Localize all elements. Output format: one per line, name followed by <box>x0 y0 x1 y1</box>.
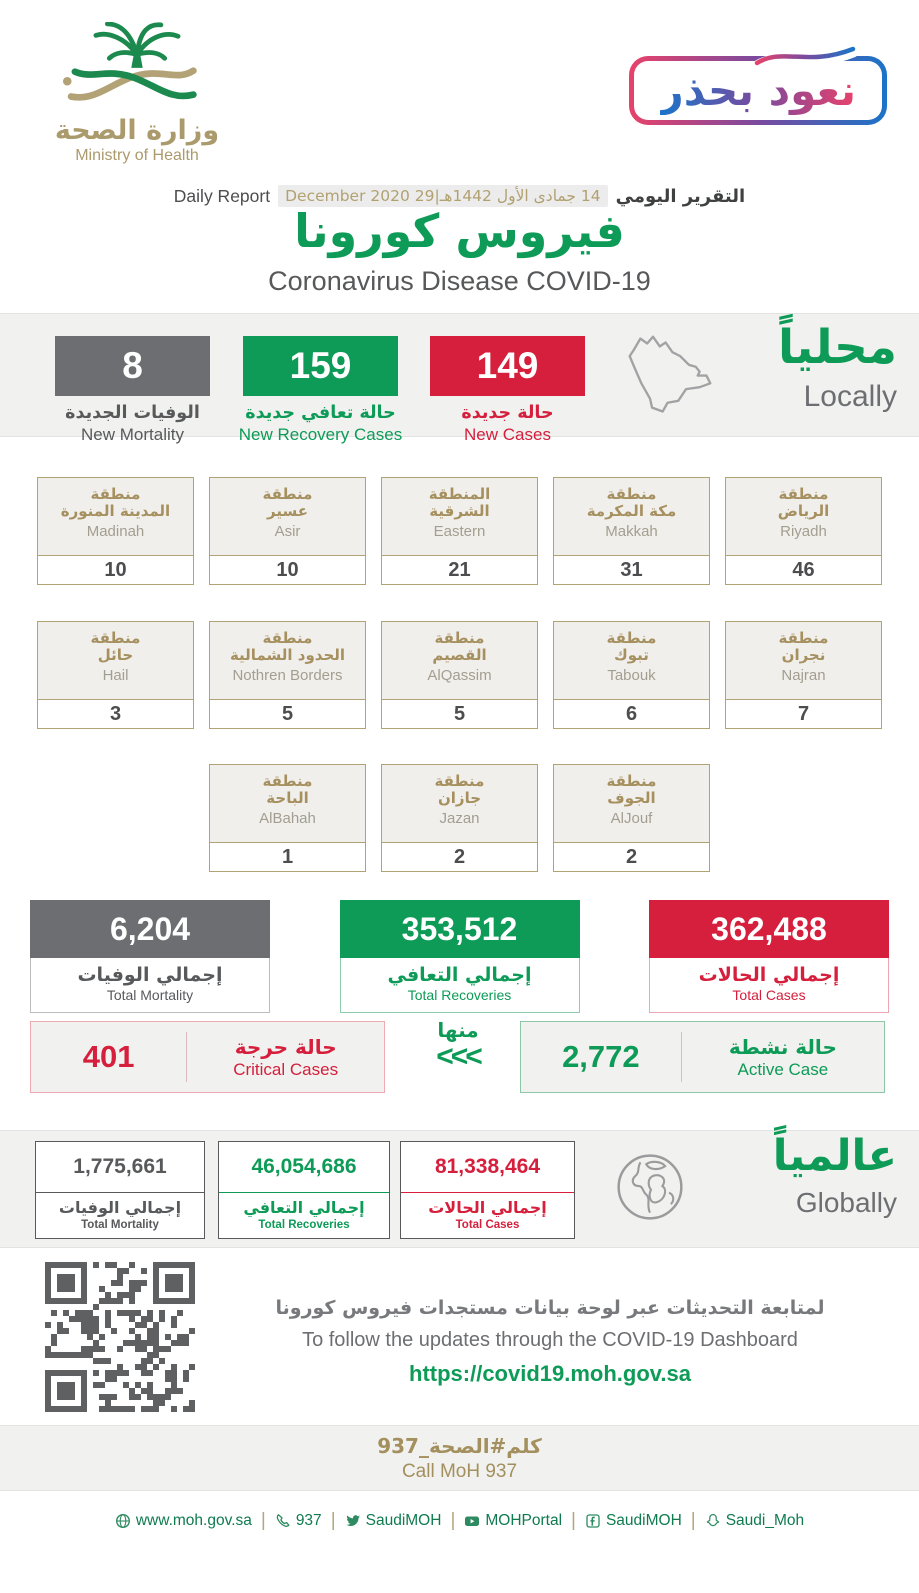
ministry-name-arabic: وزارة الصحة <box>54 115 220 146</box>
region-name-ar <box>554 486 709 520</box>
region-name-ar-line2: الباحة <box>266 789 309 807</box>
region-name-ar <box>210 630 365 664</box>
footer-snapchat-label: Saudi_Moh <box>725 1512 805 1529</box>
region-card-northern-borders <box>209 621 366 729</box>
region-card-alqassim <box>381 621 538 729</box>
region-name-ar-line2: تبوك <box>614 646 649 664</box>
region-name-ar-line2: المدينة المنورة <box>60 502 171 520</box>
divider: | <box>260 1510 266 1531</box>
moh-logo <box>42 22 232 165</box>
footer-twitter-label: SaudiMOH <box>365 1512 442 1529</box>
region-card-header <box>382 622 537 700</box>
divider: | <box>450 1510 456 1531</box>
new-cases-value: 149 <box>430 336 585 396</box>
region-name-ar-line2: القصيم <box>432 646 487 664</box>
dashboard-url-link[interactable]: https://covid19.moh.gov.sa <box>409 1361 691 1386</box>
youtube-icon <box>464 1513 480 1529</box>
region-card-header <box>554 622 709 700</box>
region-card-header <box>210 478 365 556</box>
region-card-madinah <box>37 477 194 585</box>
region-name-ar <box>554 630 709 664</box>
region-name-ar <box>38 486 193 520</box>
region-name-ar-line2: الحدود الشمالية <box>229 646 346 664</box>
footer-facebook-label: SaudiMOH <box>605 1512 682 1529</box>
critical-cases-label-en: Critical Cases <box>233 1059 339 1079</box>
footer-facebook-link[interactable] <box>585 1512 682 1530</box>
active-cases-label-en: Active Case <box>737 1059 829 1079</box>
totals-row <box>30 900 889 1013</box>
global-recoveries-label-ar: إجمالي التعافي <box>243 1198 365 1217</box>
total-recoveries-labels <box>340 958 580 1013</box>
total-mortality-label-en: Total Mortality <box>106 987 194 1003</box>
chevrons-left-icon: <<< <box>436 1040 480 1073</box>
dashboard-info <box>225 1297 875 1387</box>
active-cases-value: 2,772 <box>562 1039 640 1074</box>
locally-heading-en: Locally <box>803 380 897 413</box>
region-value: 10 <box>104 559 127 581</box>
region-name-en: Tabouk <box>607 667 656 684</box>
total-cases-label-en: Total Cases <box>732 987 806 1003</box>
region-card-albahah <box>209 764 366 872</box>
region-card-najran <box>725 621 882 729</box>
region-name-en: Asir <box>274 523 301 540</box>
footer-phone-label: 937 <box>295 1512 322 1529</box>
region-value: 31 <box>620 559 643 581</box>
region-card-header <box>38 622 193 700</box>
total-recoveries-card <box>340 900 580 1013</box>
badge-swoosh-icon <box>749 42 859 72</box>
region-name-ar <box>382 486 537 520</box>
region-card-hail <box>37 621 194 729</box>
region-name-ar-line2: الجوف <box>607 789 656 807</box>
ministry-name-english: Ministry of Health <box>75 147 199 164</box>
total-cases-value: 362,488 <box>649 900 889 958</box>
region-row-3 <box>0 764 919 872</box>
dashboard-line-ar: لمتابعة التحديثات عبر لوحة بيانات مستجدات فيروس كورونا <box>275 1297 825 1319</box>
page-title-arabic: فيروس كورونا <box>294 204 625 258</box>
region-name-ar-line1: منطقة <box>90 485 141 503</box>
global-cases-label-en: Total Cases <box>455 1219 520 1231</box>
new-recoveries-label-ar: حالة تعافي جديدة <box>245 403 396 423</box>
divider: | <box>330 1510 336 1531</box>
region-value: 21 <box>448 559 471 581</box>
region-name-ar <box>210 486 365 520</box>
region-name-ar-line1: منطقة <box>606 629 657 647</box>
region-card-tabouk <box>553 621 710 729</box>
region-name-en: Hail <box>102 667 129 684</box>
global-recoveries-box <box>218 1141 390 1239</box>
region-name-ar-line1: منطقة <box>262 772 313 790</box>
globally-section <box>0 1130 919 1248</box>
call-center-section <box>0 1425 919 1491</box>
region-card-header <box>382 478 537 556</box>
region-name-ar <box>726 486 881 520</box>
new-recoveries-value: 159 <box>243 336 398 396</box>
call-center-label-ar: كلم#الصحة_937 <box>377 1434 542 1458</box>
region-name-ar-line2: مكة المكرمة <box>586 502 677 520</box>
region-card-aljouf <box>553 764 710 872</box>
active-cases-box <box>520 1021 885 1093</box>
daily-report-label: Daily Report <box>173 185 271 206</box>
region-value: 10 <box>276 559 299 581</box>
region-value: 7 <box>797 703 810 725</box>
region-card-riyadh <box>725 477 882 585</box>
total-mortality-labels <box>30 958 270 1013</box>
total-recoveries-label-ar: إجمالي التعافي <box>387 964 532 986</box>
region-name-ar <box>210 773 365 807</box>
region-name-en: Nothren Borders <box>232 667 343 684</box>
return-with-caution-badge <box>629 56 887 125</box>
region-value: 1 <box>281 846 294 868</box>
new-cases-label-ar: حالة جديدة <box>461 403 554 423</box>
region-value: 2 <box>453 846 466 868</box>
region-name-ar-line1: منطقة <box>606 772 657 790</box>
region-name-ar-line1: منطقة <box>262 485 313 503</box>
total-mortality-card <box>30 900 270 1013</box>
new-recoveries-stat <box>238 336 403 445</box>
region-name-ar <box>726 630 881 664</box>
new-cases-stat <box>425 336 590 445</box>
region-card-jazan <box>381 764 538 872</box>
report-date: 14 جمادى الأول 1442هـ|29 December 2020 <box>278 185 608 207</box>
new-mortality-label-en: New Mortality <box>81 425 184 444</box>
critical-cases-labels <box>187 1035 384 1080</box>
region-name-ar-line1: منطقة <box>434 629 485 647</box>
of-which-label-ar: منها <box>437 1018 479 1042</box>
new-mortality-value: 8 <box>55 336 210 396</box>
region-name-en: Najran <box>781 667 826 684</box>
globally-heading-en: Globally <box>795 1187 897 1218</box>
region-name-en: AlBahah <box>259 810 316 827</box>
region-card-header <box>210 622 365 700</box>
moh-logo-icon <box>52 22 222 108</box>
region-card-header <box>38 478 193 556</box>
total-mortality-label-ar: إجمالي الوفيات <box>77 964 223 986</box>
global-mortality-label-ar: إجمالي الوفيات <box>58 1198 182 1217</box>
global-cases-label-ar: إجمالي الحالات <box>428 1198 547 1217</box>
region-name-ar <box>382 630 537 664</box>
region-card-header <box>726 622 881 700</box>
badge-border <box>629 56 887 125</box>
divider: | <box>690 1510 696 1531</box>
global-mortality-value: 1,775,661 <box>36 1142 204 1193</box>
region-value: 6 <box>625 703 638 725</box>
region-name-ar-line2: حائل <box>97 646 134 664</box>
region-name-en: AlQassim <box>427 667 492 684</box>
phone-icon <box>275 1513 291 1529</box>
region-card-header <box>382 765 537 843</box>
region-card-asir <box>209 477 366 585</box>
region-name-en: Makkah <box>605 523 658 540</box>
region-name-ar-line1: منطقة <box>778 485 829 503</box>
footer-website-label: www.moh.gov.sa <box>135 1512 252 1529</box>
new-mortality-label-ar: الوفيات الجديدة <box>65 403 200 423</box>
region-name-ar-line1: منطقة <box>262 629 313 647</box>
region-name-ar-line1: منطقة <box>778 629 829 647</box>
region-name-en: AlJouf <box>610 810 653 827</box>
facebook-icon <box>585 1513 601 1529</box>
locally-heading-ar: محلياً <box>778 320 897 375</box>
region-name-ar-line2: عسير <box>267 502 308 520</box>
region-value: 5 <box>281 703 294 725</box>
region-name-ar-line2: جازان <box>437 789 482 807</box>
global-cases-box <box>400 1141 575 1239</box>
page-title-english: Coronavirus Disease COVID-19 <box>268 266 651 296</box>
region-value: 2 <box>625 846 638 868</box>
region-name-ar-line2: الرياض <box>777 502 830 520</box>
region-name-ar <box>382 773 537 807</box>
region-row-2 <box>0 621 919 729</box>
active-cases-labels <box>682 1035 884 1080</box>
snapchat-icon <box>705 1513 721 1529</box>
footer-snapchat-link[interactable] <box>705 1512 804 1530</box>
region-name-en: Riyadh <box>780 523 827 540</box>
region-card-header <box>554 765 709 843</box>
badge-text: نعود بحذر <box>659 66 856 115</box>
global-recoveries-value: 46,054,686 <box>219 1142 389 1193</box>
qr-code <box>45 1262 195 1412</box>
region-value: 46 <box>792 559 815 581</box>
footer-website-link[interactable] <box>115 1512 252 1530</box>
region-name-ar <box>38 630 193 664</box>
global-recoveries-label-en: Total Recoveries <box>258 1219 350 1231</box>
region-card-header <box>210 765 365 843</box>
saudi-map-icon <box>612 326 762 428</box>
total-mortality-value: 6,204 <box>30 900 270 958</box>
region-card-eastern <box>381 477 538 585</box>
region-name-en: Madinah <box>86 523 145 540</box>
dashboard-line-en: To follow the updates through the COVID-19 Dashboard <box>302 1329 798 1351</box>
footer-phone-link[interactable] <box>275 1512 322 1530</box>
critical-cases-value: 401 <box>82 1039 135 1074</box>
region-name-ar <box>554 773 709 807</box>
region-name-en: Eastern <box>433 523 486 540</box>
locally-section <box>0 313 919 444</box>
region-card-makkah <box>553 477 710 585</box>
region-card-header <box>726 478 881 556</box>
region-name-ar-line2: نجران <box>781 646 826 664</box>
region-card-header <box>554 478 709 556</box>
call-center-label-en: Call MoH 937 <box>401 1461 518 1482</box>
new-mortality-stat <box>50 336 215 445</box>
region-name-ar-line2: الشرقية <box>429 502 490 520</box>
region-value: 5 <box>453 703 466 725</box>
total-recoveries-label-en: Total Recoveries <box>407 987 512 1003</box>
region-name-ar-line1: منطقة <box>90 629 141 647</box>
footer-twitter-link[interactable] <box>345 1512 442 1530</box>
new-recoveries-label-en: New Recovery Cases <box>238 425 403 444</box>
region-name-ar-line1: منطقة <box>434 772 485 790</box>
globally-heading-ar: عالمياً <box>772 1131 897 1181</box>
footer-youtube-label: MOHPortal <box>485 1512 563 1529</box>
footer-links <box>0 1510 919 1532</box>
region-name-ar-line1: منطقة <box>606 485 657 503</box>
total-recoveries-value: 353,512 <box>340 900 580 958</box>
globe-icon <box>612 1149 688 1225</box>
region-name-ar-line1: المنطقة <box>428 485 491 503</box>
region-row-1 <box>0 477 919 585</box>
twitter-icon <box>345 1513 361 1529</box>
footer-youtube-link[interactable] <box>464 1512 562 1530</box>
global-mortality-box <box>35 1141 205 1239</box>
active-cases-label-ar: حالة نشطة <box>728 1034 837 1059</box>
divider: | <box>571 1510 576 1531</box>
daily-report-label-arabic: التقرير اليومي <box>615 185 746 207</box>
of-which-indicator <box>408 1018 508 1072</box>
critical-cases-label-ar: حالة حرجة <box>234 1034 337 1059</box>
total-cases-labels <box>649 958 889 1013</box>
new-cases-label-en: New Cases <box>464 425 551 444</box>
critical-cases-box <box>30 1021 385 1093</box>
region-value: 3 <box>109 703 122 725</box>
total-cases-label-ar: إجمالي الحالات <box>698 964 840 986</box>
total-cases-card <box>649 900 889 1013</box>
global-cases-value: 81,338,464 <box>401 1142 574 1193</box>
region-name-en: Jazan <box>439 810 480 827</box>
global-mortality-label-en: Total Mortality <box>81 1219 159 1231</box>
globe-icon <box>115 1513 131 1529</box>
